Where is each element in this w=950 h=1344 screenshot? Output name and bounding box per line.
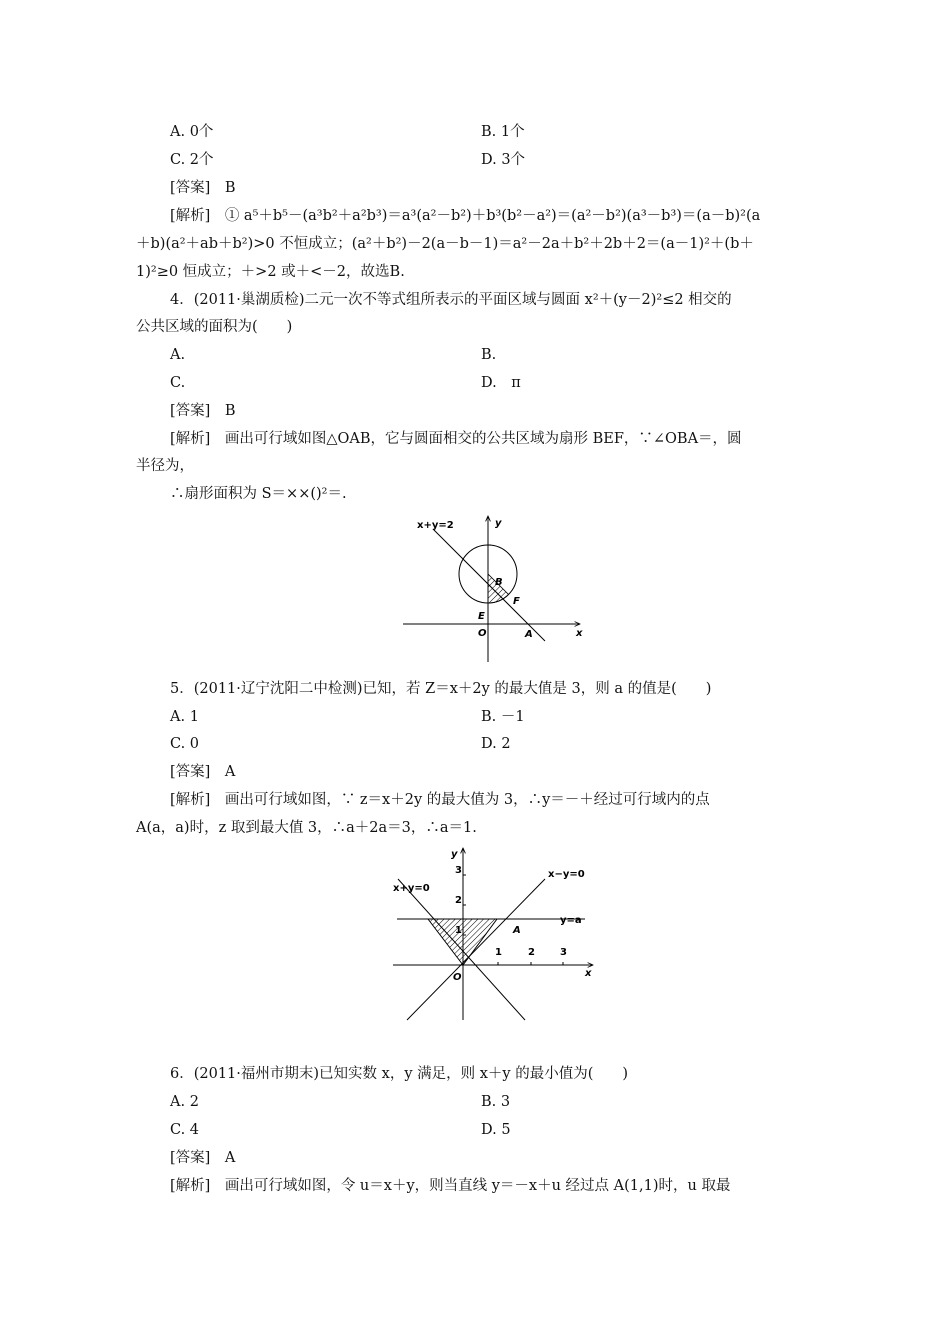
q5-option-a: A. 1 (170, 709, 199, 725)
q4-point-f: F (513, 596, 520, 607)
q4-option-d: D. π (481, 375, 521, 391)
q4-option-b: B. (481, 347, 497, 363)
q3-explanation-line-2: ＋b)(a²＋ab＋b²)>0 不恒成立；(a²＋b²)－2(a－b－1)＝a²－2a＋b²＋2b＋2＝(a－1)²＋(b＋ (136, 236, 754, 252)
q5-line-x-minus-y-0 (407, 879, 545, 1020)
q5-label-x-plus-y: x+y=0 (393, 883, 430, 894)
q3-option-d: D. 3个 (481, 152, 526, 168)
q6-stem: 6．(2011·福州市期末)已知实数 x，y 满足，则 x＋y 的最小值为( ) (170, 1066, 629, 1082)
q5-answer: [答案] A (170, 764, 236, 780)
q4-stem-line-2: 公共区域的面积为( ) (136, 319, 293, 335)
q4-figure (395, 510, 590, 668)
q5-y-label: y (451, 849, 458, 860)
q4-point-a: A (525, 629, 533, 640)
q3-option-c: C. 2个 (170, 152, 214, 168)
q4-point-o: O (478, 628, 487, 639)
q3-explanation-line-3: 1)²≥0 恒成立；＋>2 或＋<－2，故选B. (136, 264, 405, 280)
q5-option-d: D. 2 (481, 736, 511, 752)
q4-point-b: B (495, 577, 503, 588)
q5-option-c: C. 0 (170, 736, 200, 752)
q3-option-a: A. 0个 (170, 124, 214, 140)
q5-tick-label-y3: 3 (455, 865, 462, 876)
q4-explanation-line-3: ∴扇形面积为 S＝××()²＝. (170, 486, 347, 502)
q4-y-label: y (495, 518, 502, 529)
q6-option-a: A. 2 (170, 1094, 199, 1110)
q5-tick-label-y1: 1 (455, 925, 462, 936)
q4-point-e: E (478, 611, 485, 622)
q4-stem-line-1: 4．(2011·巢湖质检)二元一次不等式组所表示的平面区域与圆面 x²＋(y－2)²≤2 相交的 (170, 292, 732, 308)
q5-tick-label-x3: 3 (560, 947, 567, 958)
q6-option-b: B. 3 (481, 1094, 511, 1110)
q6-answer: [答案] A (170, 1150, 236, 1166)
q3-answer: [答案] B (170, 180, 236, 196)
q5-x-label: x (585, 968, 592, 979)
q5-tick-label-y2: 2 (455, 895, 462, 906)
q4-option-c: C. (170, 375, 186, 391)
q4-line-label: x+y=2 (417, 520, 454, 531)
q6-explanation-line-1: [解析] 画出可行域如图，令 u＝x＋y，则当直线 y＝－x＋u 经过点 A(1,1)时，u 取最 (170, 1178, 731, 1194)
q5-explanation-line-1: [解析] 画出可行域如图，∵ z＝x＋2y 的最大值为 3，∴y＝－＋经过可行域内的点 (170, 792, 710, 808)
q4-explanation-line-2: 半径为， (136, 458, 194, 474)
q4-option-a: A. (170, 347, 186, 363)
q5-label-y-a: y=a (560, 915, 582, 926)
q5-figure (385, 842, 600, 1022)
q3-explanation-line-1: [解析] ① a⁵＋b⁵－(a³b²＋a²b³)＝a³(a²－b²)＋b³(b²－a²)＝(a²－b²)(a³－b³)＝(a－b)²(a (170, 208, 761, 224)
q5-stem: 5．(2011·辽宁沈阳二中检测)已知，若 Z＝x＋2y 的最大值是 3，则 a 的值是( ) (170, 681, 712, 697)
q5-explanation-line-2: A(a，a)时，z 取到最大值 3，∴a＋2a＝3，∴a＝1. (136, 820, 477, 836)
q5-origin-label: O (453, 972, 462, 983)
q4-answer: [答案] B (170, 403, 236, 419)
q5-tick-label-x1: 1 (495, 947, 502, 958)
q3-option-b: B. 1个 (481, 124, 525, 140)
q4-explanation-line-1: [解析] 画出可行域如图△OAB，它与圆面相交的公共区域为扇形 BEF，∵∠OBA＝，圆 (170, 431, 742, 447)
q6-option-d: D. 5 (481, 1122, 511, 1138)
q5-tick-label-x2: 2 (528, 947, 535, 958)
q5-label-x-minus-y: x−y=0 (548, 869, 585, 880)
q5-option-b: B. －1 (481, 709, 525, 725)
q4-x-label: x (576, 628, 583, 639)
q6-option-c: C. 4 (170, 1122, 200, 1138)
q5-point-a: A (513, 925, 521, 936)
